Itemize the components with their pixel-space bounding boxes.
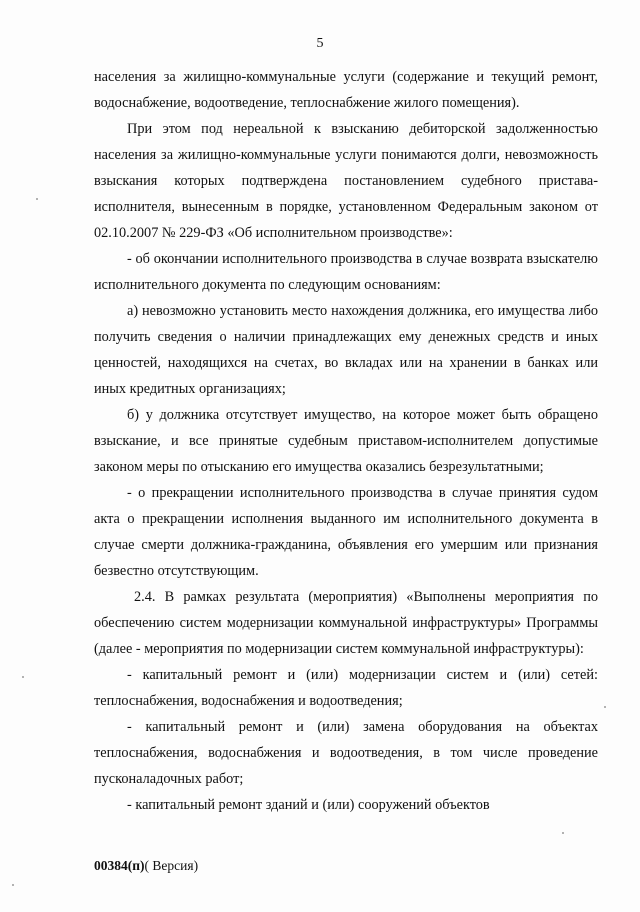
paragraph: - об окончании исполнительного производства в случае возврата взыскателю исполнительного документа по следующим основаниям: xyxy=(94,251,598,293)
document-code: 00384(п) xyxy=(94,858,145,873)
paragraph: 2.4. В рамках результата (мероприятия) «Выполнены мероприятия по обеспечению систем модернизации коммунальной инфраструктуры» Программы (далее - мероприятия по модернизации систем коммунальной инфраструктуры): xyxy=(94,589,598,657)
paragraph: - о прекращении исполнительного производства в случае принятия судом акта о прекращении исполнения выданного им исполнительного документа в случае смерти должника-гражданина, объявления его умершим или признания безвестно отсутствующим. xyxy=(94,485,598,579)
paragraph: При этом под нереальной к взысканию дебиторской задолженностью населения за жилищно-коммунальные услуги понимаются долги, невозможность взыскания которых подтверждена постановлением судебного пристава-исполнителя, вынесенным в порядке, установленном Федеральным законом от 02.10.2007 № 229-ФЗ «Об исполнительном производстве»: xyxy=(94,121,598,241)
scan-speck xyxy=(562,832,564,834)
paragraph: населения за жилищно-коммунальные услуги (содержание и текущий ремонт, водоснабжение, водоотведение, теплоснабжение жилого помещения). xyxy=(94,69,598,111)
paragraph: б) у должника отсутствует имущество, на которое может быть обращено взыскание, и все принятые судебным приставом-исполнителем допустимые законом меры по отысканию его имущества оказались безрезультатными; xyxy=(94,407,598,475)
paragraph: - капитальный ремонт и (или) замена оборудования на объектах теплоснабжения, водоснабжения и водоотведения, в том числе проведение пусконаладочных работ; xyxy=(94,719,598,787)
document-body xyxy=(94,64,598,818)
scan-speck xyxy=(22,676,24,678)
paragraph: - капитальный ремонт зданий и (или) сооружений объектов xyxy=(127,797,490,813)
page-number: 5 xyxy=(316,36,324,51)
paragraph: - капитальный ремонт и (или) модернизации систем и (или) сетей: теплоснабжения, водоснабжения и водоотведения; xyxy=(94,667,598,709)
scan-speck xyxy=(12,884,14,886)
scan-speck xyxy=(604,706,606,708)
paragraph: а) невозможно установить место нахождения должника, его имущества либо получить сведения о наличии принадлежащих ему денежных средств и иных ценностей, находящихся на счетах, во вкладах или на хранении в банках или иных кредитных организациях; xyxy=(94,303,598,397)
version-label: ( Версия) xyxy=(144,858,199,873)
document-footer xyxy=(94,858,198,874)
scan-speck xyxy=(36,198,38,200)
